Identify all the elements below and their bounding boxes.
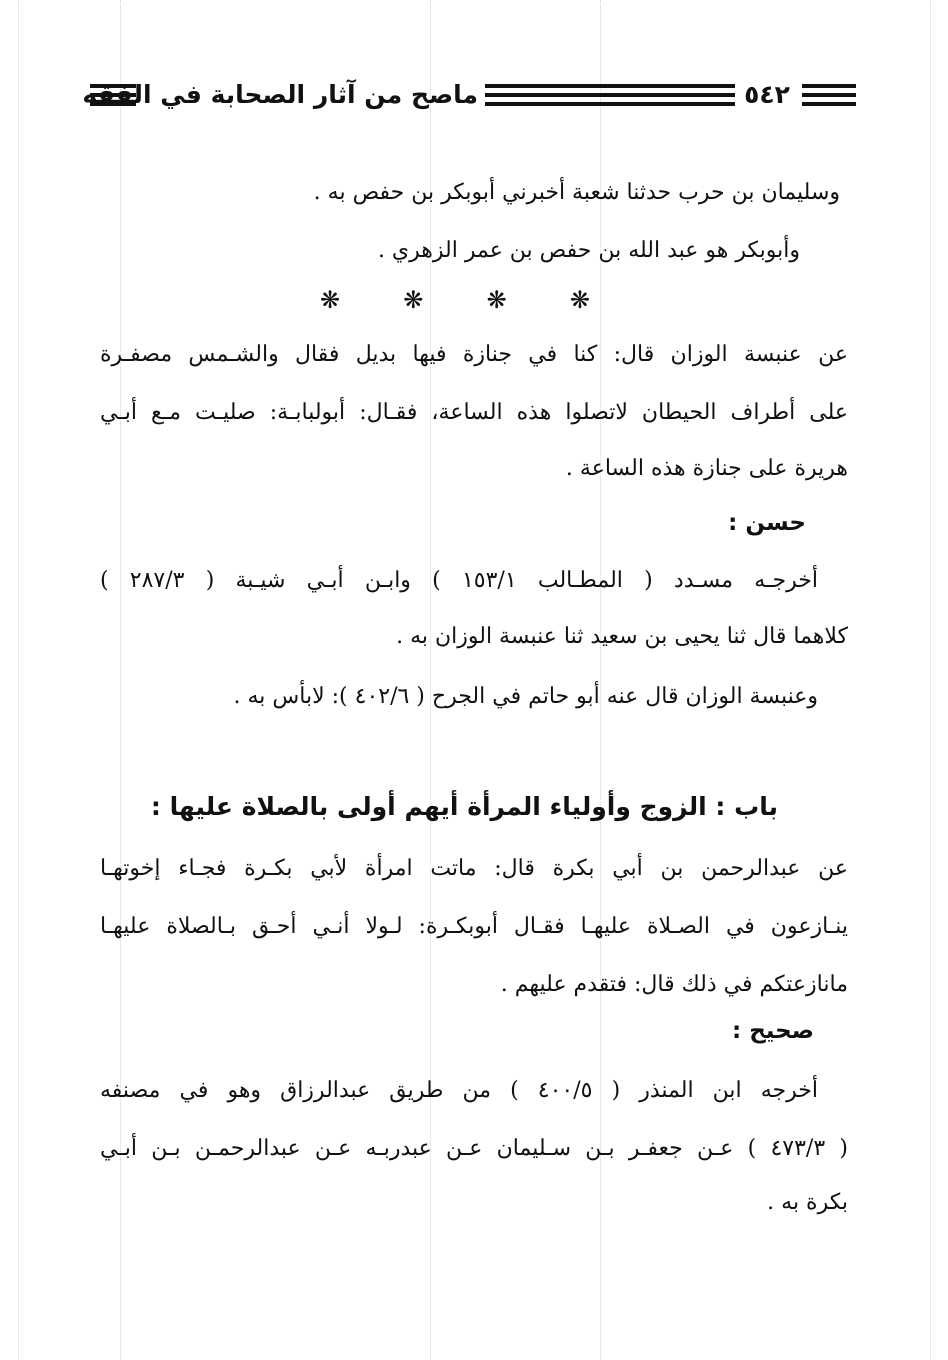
star-ornament-icon: ❋ <box>403 286 424 314</box>
text-line: وأبوبكر هو عبد الله بن حفص بن عمر الزهري . <box>377 238 800 263</box>
text-line: هريرة على جنازة هذه الساعة . <box>565 456 848 481</box>
text-line: عن عنبسة الوزان قال: كنا في جنازة فيها بديل فقال والشـمس مصفـرة <box>100 342 848 367</box>
star-separator <box>320 286 590 314</box>
takhrij-line: كلاهما قال ثنا يحيى بن سعيد ثنا عنبسة الوزان به . <box>396 624 848 649</box>
takhrij-line: أخرجه ابن المنذر ( ٤٠٠/٥ ) من طريق عبدالرزاق وهو في مصنفه <box>100 1078 818 1103</box>
takhrij-line: ( ٤٧٣/٣ ) عـن جعفـر بـن سـليمان عـن عبدربـه عـن عبدالرحمـن بـن أبـي <box>100 1136 849 1161</box>
running-header <box>82 72 858 122</box>
text-line: مانازعتكم في ذلك قال: فتقدم عليهم . <box>500 972 848 997</box>
text-line: وسليمان بن حرب حدثنا شعبة أخبرني أبوبكر بن حفص به . <box>313 180 840 205</box>
book-title: ماصح من آثار الصحابة في الفقه <box>82 80 478 109</box>
text-line: على أطراف الحيطان لاتصلوا هذه الساعة، فقـال: أبولبابـة: صليـت مـع أبـي <box>100 400 848 425</box>
chapter-title: باب : الزوج وأولياء المرأة أيهم أولى بالصلاة عليها : <box>150 792 778 821</box>
star-ornament-icon: ❋ <box>486 286 507 314</box>
page-number: ٥٤٢ <box>744 80 790 109</box>
header-rule-right <box>802 84 856 112</box>
takhrij-line: وعنبسة الوزان قال عنه أبو حاتم في الجرح ( ٤٠٢/٦ ): لابأس به . <box>233 684 818 709</box>
text-line: عن عبدالرحمن بن أبي بكرة قال: ماتت امرأة لأبي بكـرة فجـاء إخوتهـا <box>100 856 848 881</box>
takhrij-line: بكرة به . <box>767 1190 848 1215</box>
text-line: ينـازعون في الصـلاة عليهـا فقـال أبوبكـرة: لـولا أنـي أحـق بـالصلاة عليهـا <box>100 914 848 939</box>
grade-heading: حسن : <box>728 510 806 536</box>
grade-heading: صحيح : <box>732 1018 814 1044</box>
scan-guide-line <box>18 0 19 1360</box>
star-ornament-icon: ❋ <box>320 286 341 314</box>
scan-guide-line <box>930 0 931 1360</box>
takhrij-line: أخرجـه مسـدد ( المطـالب ١٥٣/١ ) وابـن أبـي شيـبة ( ٢٨٧/٣ ) <box>100 568 818 593</box>
star-ornament-icon: ❋ <box>569 286 590 314</box>
header-rule-middle <box>485 84 735 112</box>
